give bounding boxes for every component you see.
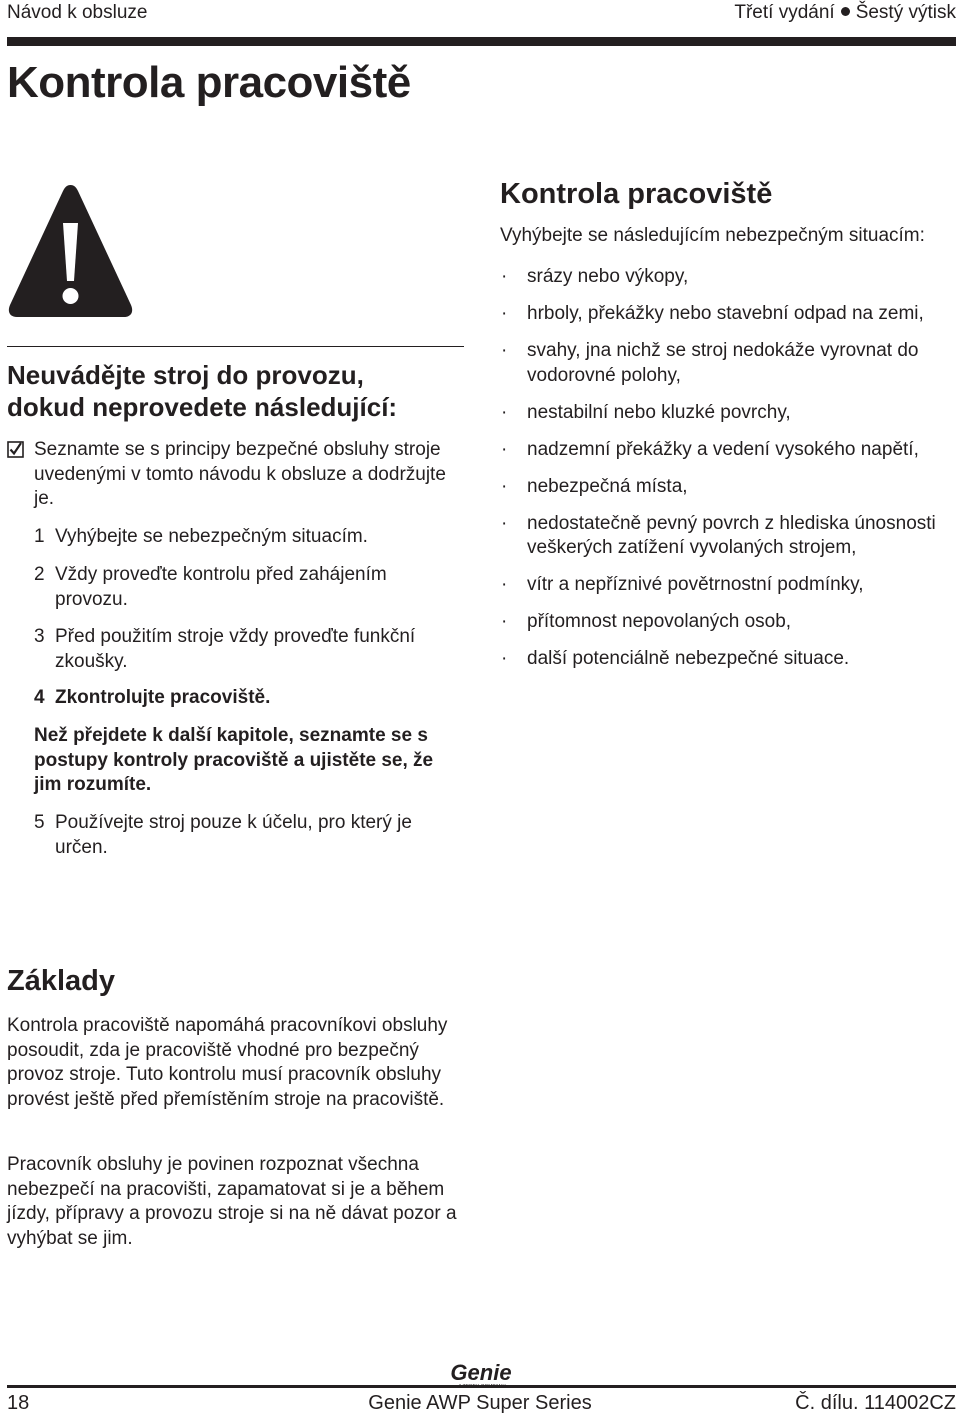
list-item-text: nebezpečná místa, [527,475,688,497]
step-number: 1 [34,526,45,547]
section-title-workplace: Kontrola pracoviště [500,178,773,210]
page-number: 18 [7,1392,30,1414]
bullet-icon: · [501,303,508,324]
printing-label: Šestý výtisk [855,2,956,23]
bullet-icon: · [501,340,508,361]
bullet-icon: · [501,475,508,497]
list-item-text: nadzemní překážky a vedení vysokého napětí, [527,438,919,460]
list-item-text: svahy, jna nichž se stroj nedokáže vyrovnat do vodorovné polohy, [527,340,919,386]
step-text: Používejte stroj pouze k účelu, pro který je určen. [55,812,412,858]
warning-heading [7,359,397,423]
bullet-dot-icon [841,7,850,16]
section-intro: Vyhýbejte se následujícím nebezpečným situacím: [500,225,925,246]
hazard-list [500,265,956,684]
step-4 [34,686,464,711]
list-item [500,647,956,672]
list-item [500,302,956,327]
bullet-icon: · [501,512,508,534]
bullet-icon: · [501,438,508,460]
logo-wordmark: Genie [450,1360,512,1385]
step-text: Zkontrolujte pracoviště. [55,687,271,708]
warning-note: Než přejdete k další kapitole, seznamte se s postupy kontroly pracoviště a ujistěte se, že jim rozumíte. [34,725,434,795]
list-item-text: srázy nebo výkopy, [527,266,689,287]
list-item-text: přítomnost nepovolaných osob, [527,611,792,632]
warning-heading-line2: dokud neprovedete následující: [7,392,398,422]
list-item [500,475,956,500]
step-text: Před použitím stroje vždy proveďte funkční zkoušky. [55,626,416,672]
bullet-icon: · [501,611,508,632]
list-item [500,512,956,561]
basics-paragraph-2: Pracovník obsluhy je povinen rozpoznat všechna nebezpečí na pracovišti, zapamatovat si je a během jízdy, přípravy a provozu stroje si na ně dávat pozor a vyhýbat se jim. [7,1154,457,1249]
header-manual-title: Návod k obsluze [7,2,148,23]
bullet-icon: · [501,574,508,595]
edition-label: Třetí vydání [734,2,835,23]
bullet-icon: · [501,266,508,287]
step-number: 2 [34,564,45,585]
list-item-text: nedostatečně pevný povrch z hlediska únosnosti veškerých zatížení vyvolaných strojem, [527,512,936,558]
header-rule [7,37,956,46]
bullet-icon: · [501,401,508,423]
header-edition [734,2,956,24]
check-item-text: Seznamte se s principy bezpečné obsluhy stroje uvedenými v tomto návodu k obsluze a dodržujte je. [34,439,446,509]
page-title: Kontrola pracoviště [7,58,411,107]
step-number: 4 [34,687,45,708]
step-2 [34,563,464,612]
list-item-text: vítr a nepříznivé povětrnostní podmínky, [527,574,864,595]
list-item-text: hrboly, překážky nebo stavební odpad na zemi, [527,303,924,324]
step-3 [34,625,464,674]
part-number: Č. dílu. 114002CZ [795,1392,956,1414]
list-item [500,573,956,598]
basics-paragraph-1: Kontrola pracoviště napomáhá pracovníkovi obsluhy posoudit, zda je pracoviště vhodné pro bezpečný provoz stroje. Tuto kontrolu musí pracovník obsluhy provést ještě před přemístěním stroje na pracoviště. [7,1015,448,1110]
list-item [500,265,956,290]
section-title-basics: Základy [7,965,115,997]
checked-box-icon [7,441,24,458]
step-number: 5 [34,812,45,833]
list-item [500,401,956,426]
step-number: 3 [34,626,45,647]
step-text: Vyhýbejte se nebezpečným situacím. [55,526,368,547]
list-item [500,339,956,388]
footer-rule [7,1385,956,1388]
step-text: Vždy proveďte kontrolu před zahájením provozu. [55,564,387,610]
step-1 [34,525,464,550]
list-item-text: nestabilní nebo kluzké povrchy, [527,401,791,423]
warning-heading-line1: Neuvádějte stroj do provozu, [7,360,364,390]
list-item [500,610,956,635]
section-divider [7,346,464,347]
list-item [500,438,956,463]
warning-triangle-icon [7,183,134,319]
step-5 [34,811,464,860]
list-item-text: další potenciálně nebezpečné situace. [527,648,850,669]
bullet-icon: · [501,648,508,669]
product-series: Genie AWP Super Series [368,1392,592,1414]
